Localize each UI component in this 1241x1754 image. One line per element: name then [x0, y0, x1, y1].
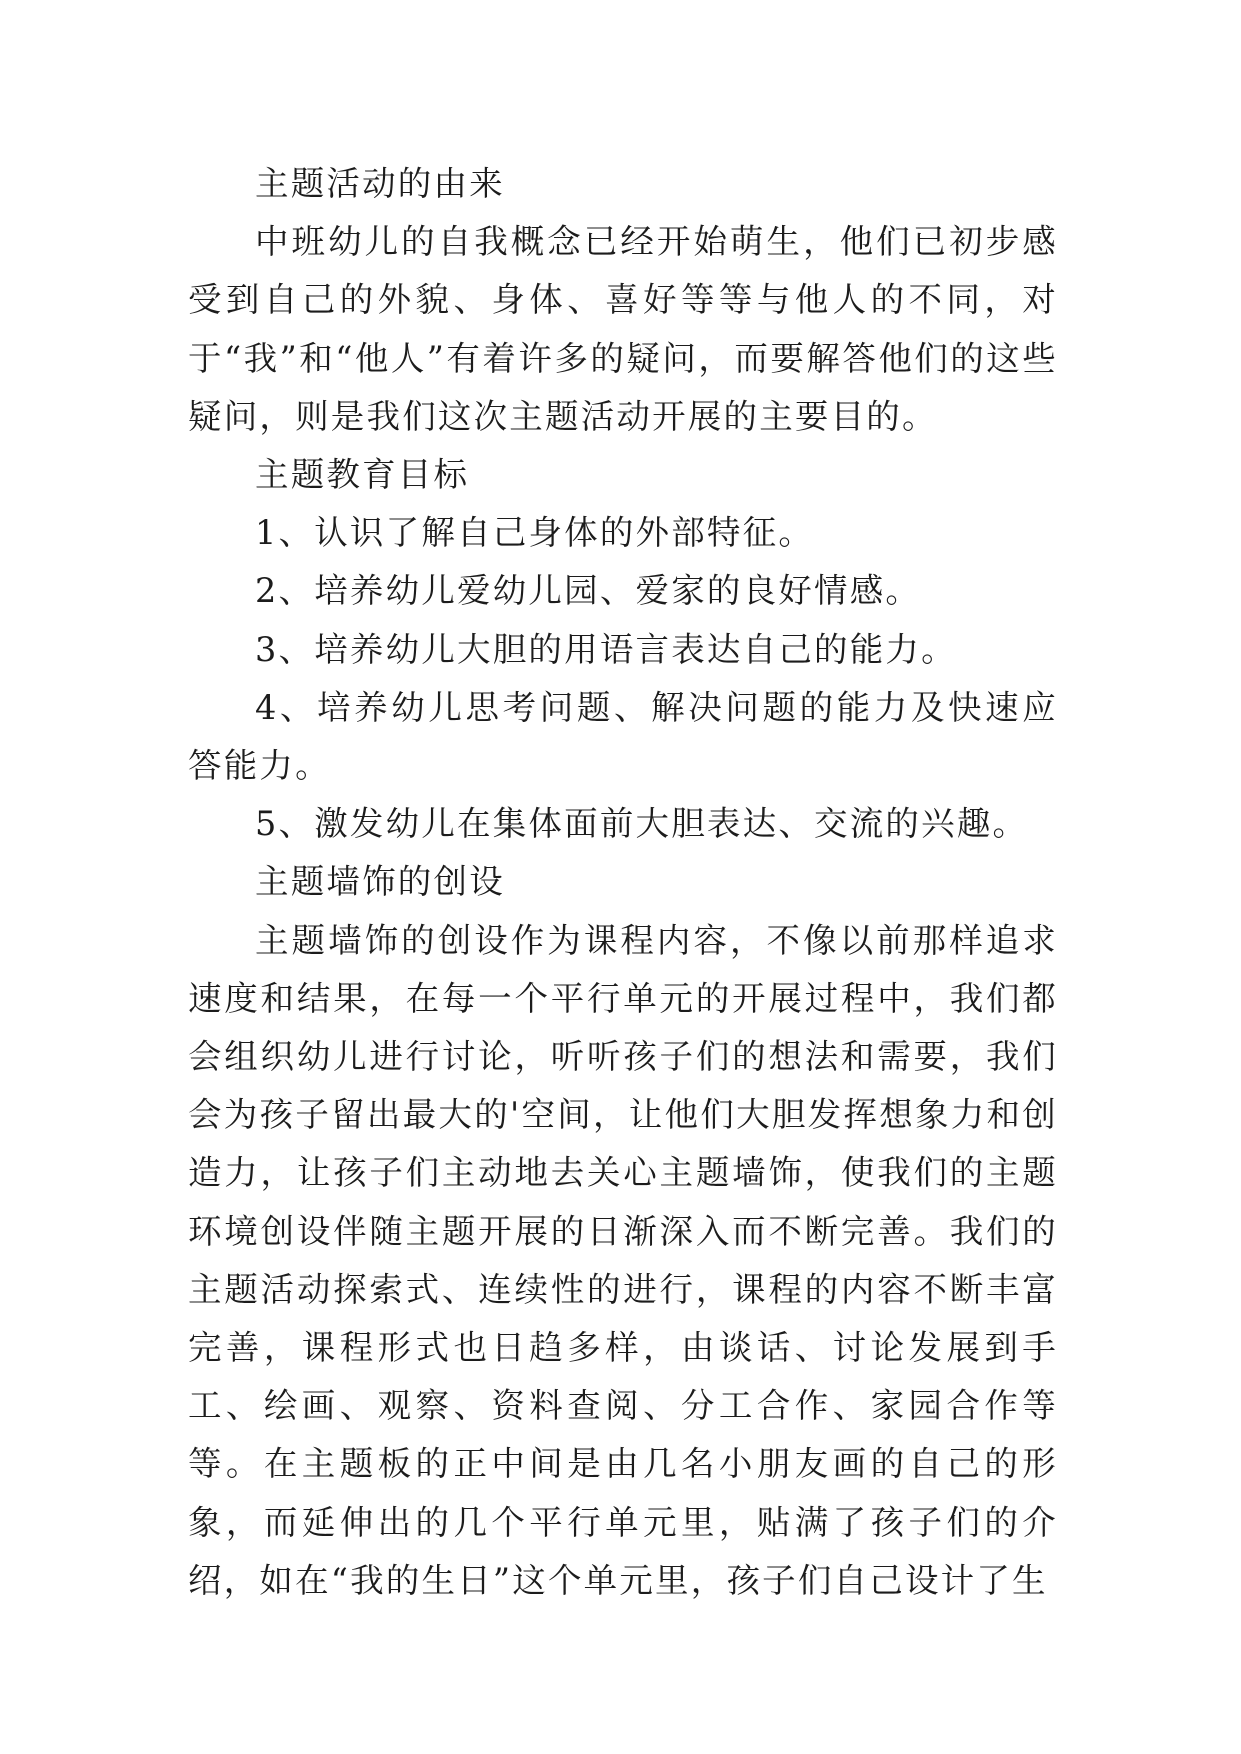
- goal-item-2: 2、培养幼儿爱幼儿园、爱家的良好情感。: [255, 571, 922, 611]
- goal-item-3: 3、培养幼儿大胆的用语言表达自己的能力。: [255, 629, 957, 669]
- section-heading-goals: 主题教育目标: [255, 455, 470, 495]
- goal-item-4: 4、培养幼儿思考问题、解决问题的能力及快速应答能力。: [188, 687, 1058, 786]
- paragraph-wall: 主题墙饰的创设作为课程内容，不像以前那样追求速度和结果，在每一个平行单元的开展过程中，我们都会组织幼儿进行讨论，听听孩子们的想法和需要，我们会为孩子留出最大的'空间，让他们大胆发挥想象力和创造力，让孩子们主动地去关心主题墙饰，使我们的主题环境创设伴随主题开展的日渐深入而不断完善。我们的主题活动探索式、连续性的进行，课程的内容不断丰富完善，课程形式也日趋多样，由谈话、讨论发展到手工、绘画、观察、资料查阅、分工合作、家园合作等等。在主题板的正中间是由几名小朋友画的自己的形象，而延伸出的几个平行单元里，贴满了孩子们的介绍，如在“我的生日”这个单元里，孩子们自己设计了生: [188, 920, 1058, 1600]
- document-body: [188, 155, 1058, 1610]
- goal-item-1: 1、认识了解自己身体的外部特征。: [255, 513, 815, 553]
- goal-item-5: 5、激发幼儿在集体面前大胆表达、交流的兴趣。: [255, 804, 1029, 844]
- section-heading-wall: 主题墙饰的创设: [255, 862, 505, 902]
- paragraph-origin: 中班幼儿的自我概念已经开始萌生，他们已初步感受到自己的外貌、身体、喜好等等与他人的不同，对于“我”和“他人”有着许多的疑问，而要解答他们的这些疑问，则是我们这次主题活动开展的主要目的。: [188, 222, 1058, 436]
- section-heading-origin: 主题活动的由来: [255, 164, 505, 203]
